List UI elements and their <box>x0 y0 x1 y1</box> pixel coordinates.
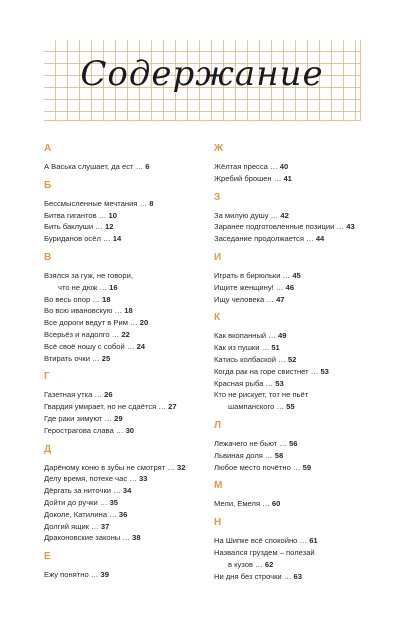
toc-entry[interactable]: Доколе, Катилина … 36 <box>44 509 128 519</box>
toc-entry[interactable]: А Васька слушает, да ест … 6 <box>44 162 150 171</box>
toc-entry[interactable] <box>214 547 384 571</box>
toc-entry[interactable]: Ищу человека … 47 <box>214 294 285 304</box>
entry-title: Играть в бирюльки <box>214 270 281 280</box>
entry-title: Как из пушки <box>214 343 260 353</box>
entry-title: Катись колбаской <box>214 354 277 364</box>
page-number: 32 <box>177 462 186 472</box>
page-number: 40 <box>279 162 289 171</box>
toc-right-column <box>214 142 384 588</box>
toc-entry[interactable]: Во весь опор … 18 <box>44 294 111 304</box>
toc-entry[interactable]: Делу время, потехе час … 33 <box>44 474 148 484</box>
toc-entry[interactable]: Как из пушки … 51 <box>214 343 280 353</box>
toc-section <box>44 251 214 364</box>
toc-entry[interactable]: Во всю ивановскую … 18 <box>44 306 133 316</box>
page-number: 37 <box>100 521 110 531</box>
entry-title: На Шипке всё спокойно <box>214 536 298 546</box>
entry-title-line2: в кузов <box>228 559 254 569</box>
page-number: 62 <box>264 559 274 569</box>
entry-title: Втирать очки <box>44 353 90 363</box>
page-number: 47 <box>276 294 285 304</box>
toc-entry[interactable]: Лежачего не бьют … 56 <box>214 438 298 448</box>
entry-title: Кто не рискует, тот не пьёт <box>214 390 309 400</box>
toc-entry[interactable]: Заранее подготовленные позиции … 43 <box>214 222 355 232</box>
entry-title-line2: что не дюж <box>58 282 98 292</box>
section-letter: Ж <box>214 143 224 154</box>
entry-title: Жёлтая пресса <box>214 162 268 171</box>
page-title: Содержание <box>80 54 324 94</box>
page-number: 39 <box>100 570 109 580</box>
page-number: 53 <box>320 366 329 376</box>
toc-section <box>44 550 214 581</box>
page-number: 35 <box>109 497 119 507</box>
page-number: 49 <box>278 331 287 341</box>
page-number: 43 <box>346 222 355 232</box>
page-number: 51 <box>271 343 280 353</box>
toc-entry[interactable]: Как вкопанный … 49 <box>214 331 287 341</box>
toc-entry[interactable]: Ежу понятно … 39 <box>44 570 109 580</box>
page-number: 6 <box>145 162 150 171</box>
page-number: 18 <box>102 294 111 304</box>
page-number: 63 <box>293 571 302 581</box>
page-number: 55 <box>286 402 295 412</box>
entry-title: Дойти до ручки <box>44 497 98 507</box>
page-number: 20 <box>139 318 149 328</box>
toc-entry[interactable]: Катись колбаской … 52 <box>214 354 297 364</box>
section-letter: И <box>214 251 222 263</box>
entry-title: Любое место почётно <box>214 462 291 472</box>
toc-entry[interactable]: Герострагова слава … 30 <box>44 425 135 435</box>
toc-entry[interactable]: Бить баклуши … 12 <box>44 222 114 232</box>
toc-entry[interactable]: Долгий ящик … 37 <box>44 521 110 531</box>
entry-title: Лежачего не бьют <box>214 438 278 448</box>
entry-title: Заседание продолжается <box>214 234 304 244</box>
toc-entry[interactable]: Битва гигантов … 10 <box>44 210 117 220</box>
toc-entry[interactable]: На Шипке всё спокойно … 61 <box>214 536 318 546</box>
section-letter: В <box>44 251 52 263</box>
section-letter: Б <box>44 179 52 191</box>
toc-section <box>44 179 214 245</box>
toc-entry[interactable]: Всё своё ношу с собой … 24 <box>44 341 146 351</box>
toc-entry[interactable]: Красная рыба … 53 <box>214 378 284 388</box>
entry-title: Ищу человека <box>214 294 265 304</box>
page-number: 25 <box>101 353 111 363</box>
entry-title: Всерьёз и надолго <box>44 329 110 339</box>
page-number: 45 <box>292 270 301 280</box>
entry-title: Красная рыба <box>214 378 264 388</box>
section-letter: Л <box>214 419 222 431</box>
page-number: 53 <box>275 378 284 388</box>
entry-title: Ни дня без строчки <box>214 571 282 581</box>
toc-section <box>214 479 384 510</box>
toc-entry[interactable]: Где раки зимуют … 29 <box>44 413 123 423</box>
toc-entry[interactable]: Дарёному коню в зубы не смотрят … 32 <box>44 462 186 472</box>
toc-entry[interactable]: Газетная утка … 26 <box>44 390 113 400</box>
page-number: 52 <box>287 354 297 364</box>
page-number: 26 <box>104 390 113 400</box>
entry-title-continued: что не дюж … 16 <box>58 282 118 292</box>
toc-entry[interactable]: Ищите женщину! … 46 <box>214 282 295 292</box>
entry-title: Битва гигантов <box>44 210 97 220</box>
toc-section <box>214 419 384 473</box>
section-letter: Н <box>214 517 222 529</box>
entry-title: Дёргать за ниточки <box>44 486 112 496</box>
entry-title: Как вкопанный <box>214 331 267 341</box>
toc-section <box>214 142 384 185</box>
section-letter: З <box>214 191 221 203</box>
page-number: 22 <box>121 329 130 339</box>
toc-entry[interactable]: Бессмысленные мечтания … 8 <box>44 198 154 208</box>
toc-section <box>214 516 384 582</box>
toc-left-column <box>44 142 214 587</box>
page-number: 36 <box>118 509 128 519</box>
toc-entry[interactable]: Играть в бирюльки … 45 <box>214 270 301 280</box>
page-number: 38 <box>132 533 141 543</box>
entry-title: Заранее подготовленные позиции <box>214 222 335 232</box>
toc-entry[interactable]: Втирать очки … 25 <box>44 353 111 363</box>
page-number: 16 <box>109 282 118 292</box>
toc-entry[interactable]: Заседание продолжается … 44 <box>214 234 325 244</box>
page-number: 8 <box>149 198 154 208</box>
entry-title: Доколе, Катилина <box>44 509 108 519</box>
page-number: 18 <box>124 306 133 316</box>
toc-section <box>44 443 214 545</box>
page-number: 56 <box>289 438 298 448</box>
entry-title: Долгий ящик <box>44 521 90 531</box>
entry-title: Львиная доля <box>214 450 263 460</box>
toc-section <box>214 311 384 413</box>
entry-title: Газетная утка <box>44 390 93 400</box>
entry-title: Во весь опор <box>44 294 91 304</box>
entry-title: Мели, Емеля <box>214 499 261 509</box>
entry-title: За милую душу <box>214 210 269 220</box>
page-number: 10 <box>108 210 117 220</box>
page-number: 14 <box>112 234 122 244</box>
section-letter: Е <box>44 551 51 563</box>
page-number: 29 <box>114 413 123 423</box>
entry-title: Гвардия умирает, но не сдаётся <box>44 402 157 412</box>
toc-entry[interactable]: Все дороги ведут в Рим … 20 <box>44 318 149 328</box>
toc-entry[interactable]: Ни дня без строчки … 63 <box>214 571 302 581</box>
page-number: 24 <box>136 341 146 351</box>
toc-entry[interactable] <box>44 270 214 294</box>
entry-title: Делу время, потехе час <box>44 474 128 484</box>
toc-entry[interactable]: Драконовские законы … 38 <box>44 533 141 543</box>
entry-title: Во всю ивановскую <box>44 306 113 316</box>
entry-title-continued: шампанского … 55 <box>228 402 295 412</box>
toc-entry[interactable]: Мели, Емеля … 60 <box>214 499 281 509</box>
toc-entry[interactable]: Буриданов осёл … 14 <box>44 234 122 244</box>
entry-title: Ежу понятно <box>44 570 89 580</box>
section-letter: Д <box>44 443 52 455</box>
page-number: 61 <box>309 536 318 546</box>
section-letter: М <box>214 480 223 492</box>
toc-entry[interactable]: Жребий брошен … 41 <box>214 173 292 183</box>
toc-entry[interactable]: Любое место почётно … 59 <box>214 462 312 472</box>
toc-section <box>44 370 214 436</box>
entry-title: Взялся за гуж, не говори, <box>44 270 133 280</box>
toc-entry[interactable]: За милую душу … 42 <box>214 210 289 220</box>
section-letter: А <box>44 143 52 154</box>
page-number: 42 <box>280 210 289 220</box>
entry-title-line2: шампанского <box>228 402 275 412</box>
entry-title: Бить баклуши <box>44 222 94 232</box>
entry-title: Драконовские законы <box>44 533 121 543</box>
toc-entry[interactable]: Всерьёз и надолго … 22 <box>44 329 130 339</box>
page-number: 44 <box>315 234 325 244</box>
entry-title: Назвался груздем – полезай <box>214 547 315 557</box>
toc-entry[interactable]: Дойти до ручки … 35 <box>44 497 119 507</box>
entry-title: Герострагова слава <box>44 425 114 435</box>
toc-section <box>214 251 384 305</box>
page-number: 60 <box>271 499 281 509</box>
section-letter: Г <box>44 371 50 383</box>
entry-title: Бессмысленные мечтания <box>44 198 138 208</box>
entry-title: А Васька слушает, да ест <box>44 162 134 171</box>
toc-entry[interactable]: Львиная доля … 58 <box>214 450 284 460</box>
page-number: 59 <box>302 462 312 472</box>
toc-section <box>214 191 384 245</box>
toc-entry[interactable]: Жёлтая пресса … 40 <box>214 162 289 171</box>
entry-title: Буриданов осёл <box>44 234 101 244</box>
page-number: 12 <box>104 222 114 232</box>
page-number: 41 <box>283 173 292 183</box>
toc-entry[interactable]: Дёргать за ниточки … 34 <box>44 486 132 496</box>
entry-title: Где раки зимуют <box>44 413 103 423</box>
page-number: 27 <box>168 402 177 412</box>
entry-title: Все дороги ведут в Рим <box>44 318 128 328</box>
entry-title: Ищите женщину! <box>214 282 274 292</box>
entry-title: Всё своё ношу с собой <box>44 341 125 351</box>
entry-title: Когда рак на горе свистнет <box>214 366 309 376</box>
page-number: 33 <box>138 474 148 484</box>
title-grid-banner <box>44 40 361 121</box>
entry-title: Жребий брошен <box>214 173 272 183</box>
toc-entry[interactable]: Когда рак на горе свистнет … 53 <box>214 366 329 376</box>
toc-entry[interactable] <box>214 389 384 413</box>
entry-title: Дарёному коню в зубы не смотрят <box>44 462 166 472</box>
page-number: 46 <box>285 282 295 292</box>
page-number: 30 <box>125 425 135 435</box>
entry-title-continued: в кузов … 62 <box>228 559 274 569</box>
page-number: 34 <box>122 486 132 496</box>
toc-entry[interactable]: Гвардия умирает, но не сдаётся … 27 <box>44 402 177 412</box>
toc-section <box>44 142 214 173</box>
page-number: 58 <box>274 450 284 460</box>
section-letter: К <box>214 312 221 324</box>
